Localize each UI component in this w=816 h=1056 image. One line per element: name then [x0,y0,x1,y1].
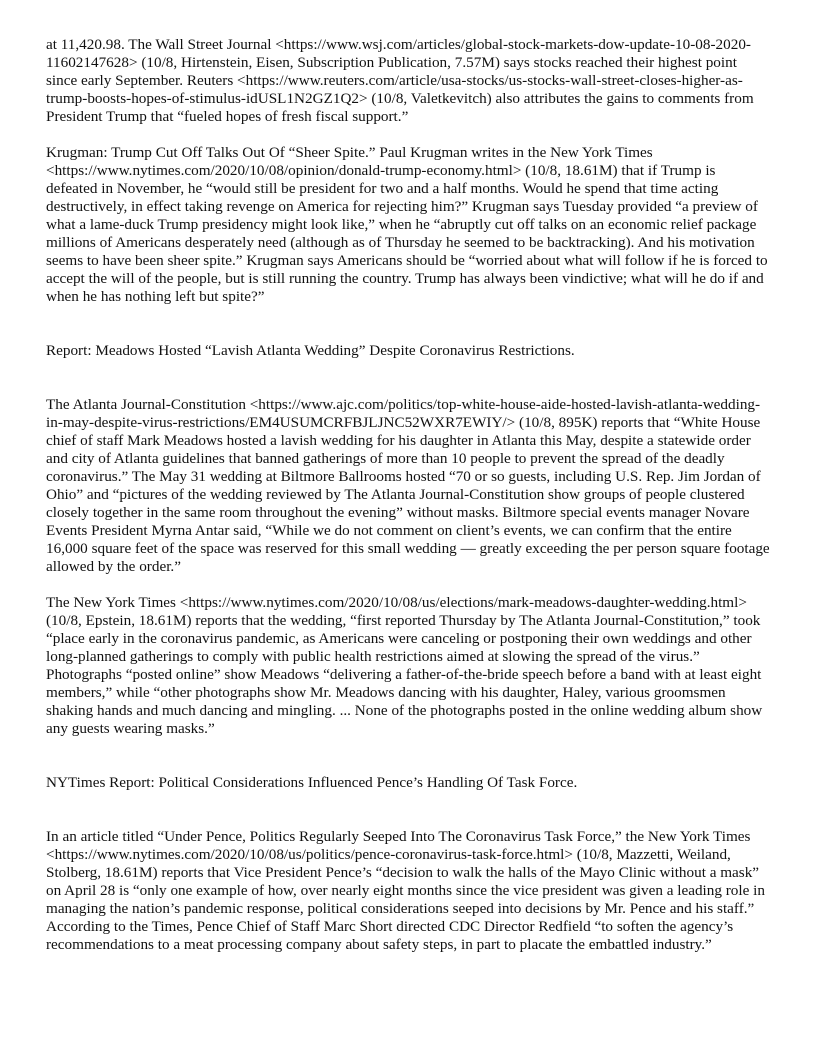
document-page [46,36,770,954]
paragraph-pence-politics: In an article titled “Under Pence, Politics Regularly Seeped Into The Coronavirus Task Force,” the New York Times <https://www.nytimes.com/2020/10/08/us/politics/pence-coronavirus-task-force.html> (10/8, Mazzetti, Weiland, Stolberg, 18.61M) reports that Vice President Pence’s “decision to walk the halls of the Mayo Clinic without a mask” on April 28 is “only one example of how, over nearly eight months since the vice president was given a leading role in managing the nation’s pandemic response, political considerations seeped into decisions by Mr. Pence and his staff.” According to the Times, Pence Chief of Staff Marc Short directed CDC Director Redfield “to soften the agency’s recommendations to a meat processing company about safety steps, in part to placate the embattled industry.” [46,828,765,953]
paragraph-nyt-wedding: The New York Times <https://www.nytimes.com/2020/10/08/us/elections/mark-meadows-daughter-wedding.html> (10/8, Epstein, 18.61M) reports that the wedding, “first reported Thursday by The Atlanta Journal-Constitution,” took “place early in the coronavirus pandemic, as Americans were canceling or postponing their own weddings and other long-planned gatherings to comply with public health restrictions aimed at slowing the spread of the virus.” Photographs “posted online” show Meadows “delivering a father-of-the-bride speech before a band with at least eight members,” while “other photographs show Mr. Meadows dancing with his daughter, Haley, various groomsmen shaking hands and much dancing and mingling. ... None of the photographs posted in the online wedding album show any guests wearing masks.” [46,594,763,737]
paragraph-stock-markets: at 11,420.98. The Wall Street Journal <https://www.wsj.com/articles/global-stock-markets-dow-update-10-08-2020-11602147628> (10/8, Hirtenstein, Eisen, Subscription Publication, 7.57M) says stocks reached their highest point since early September. Reuters <https://www.reuters.com/article/usa-stocks/us-stocks-wall-street-closes-higher-as-trump-boosts-hopes-of-stimulus-idUSL1N2GZ1Q2> (10/8, Valetkevitch) also attributes the gains to comments from President Trump that “fueled hopes of fresh fiscal support.” [46,36,754,125]
paragraph-krugman: Krugman: Trump Cut Off Talks Out Of “Sheer Spite.” Paul Krugman writes in the New York Times <https://www.nytimes.com/2020/10/08/opinion/donald-trump-economy.html> (10/8, 18.61M) that if Trump is defeated in November, he “would still be president for two and a half months. Would he spend that time acting destructively, in effect taking revenge on America for rejecting him?” Krugman says Tuesday provided “a preview of what a lame-duck Trump presidency might look like,” when he “abruptly cut off talks on an economic relief package millions of Americans desperately need (although as of Thursday he seemed to be backtracking). And his motivation seems to have been sheer spite.” Krugman says Americans should be “worried about what will follow if he is forced to accept the will of the people, but is still running the country. Trump has always been vindictive; what will he do if and when he has nothing left but spite?” [46,144,768,305]
paragraph-ajc-wedding: The Atlanta Journal-Constitution <https://www.ajc.com/politics/top-white-house-aide-hosted-lavish-atlanta-wedding-in-may-despite-virus-restrictions/EM4USUMCRFBJLJNC52WXR7EWIY/> (10/8, 895K) reports that “White House chief of staff Mark Meadows hosted a lavish wedding for his daughter in Atlanta this May, despite a statewide order and city of Atlanta guidelines that banned gatherings of more than 10 people to prevent the spread of the deadly coronavirus.” The May 31 wedding at Biltmore Ballrooms hosted “70 or so guests, including U.S. Rep. Jim Jordan of Ohio” and “pictures of the wedding reviewed by The Atlanta Journal-Constitution show groups of people clustered closely together in the same room throughout the evening” without masks. Biltmore special events manager Novare Events President Myrna Antar said, “While we do not comment on client’s events, we can confirm that the entire 16,000 square feet of the space was reserved for this small wedding — greatly exceeding the per person square footage allowed by the order.” [46,396,770,575]
headline-pence-task-force: NYTimes Report: Political Considerations Influenced Pence’s Handling Of Task Force. [46,774,578,791]
headline-meadows-wedding: Report: Meadows Hosted “Lavish Atlanta Wedding” Despite Coronavirus Restrictions. [46,342,575,359]
